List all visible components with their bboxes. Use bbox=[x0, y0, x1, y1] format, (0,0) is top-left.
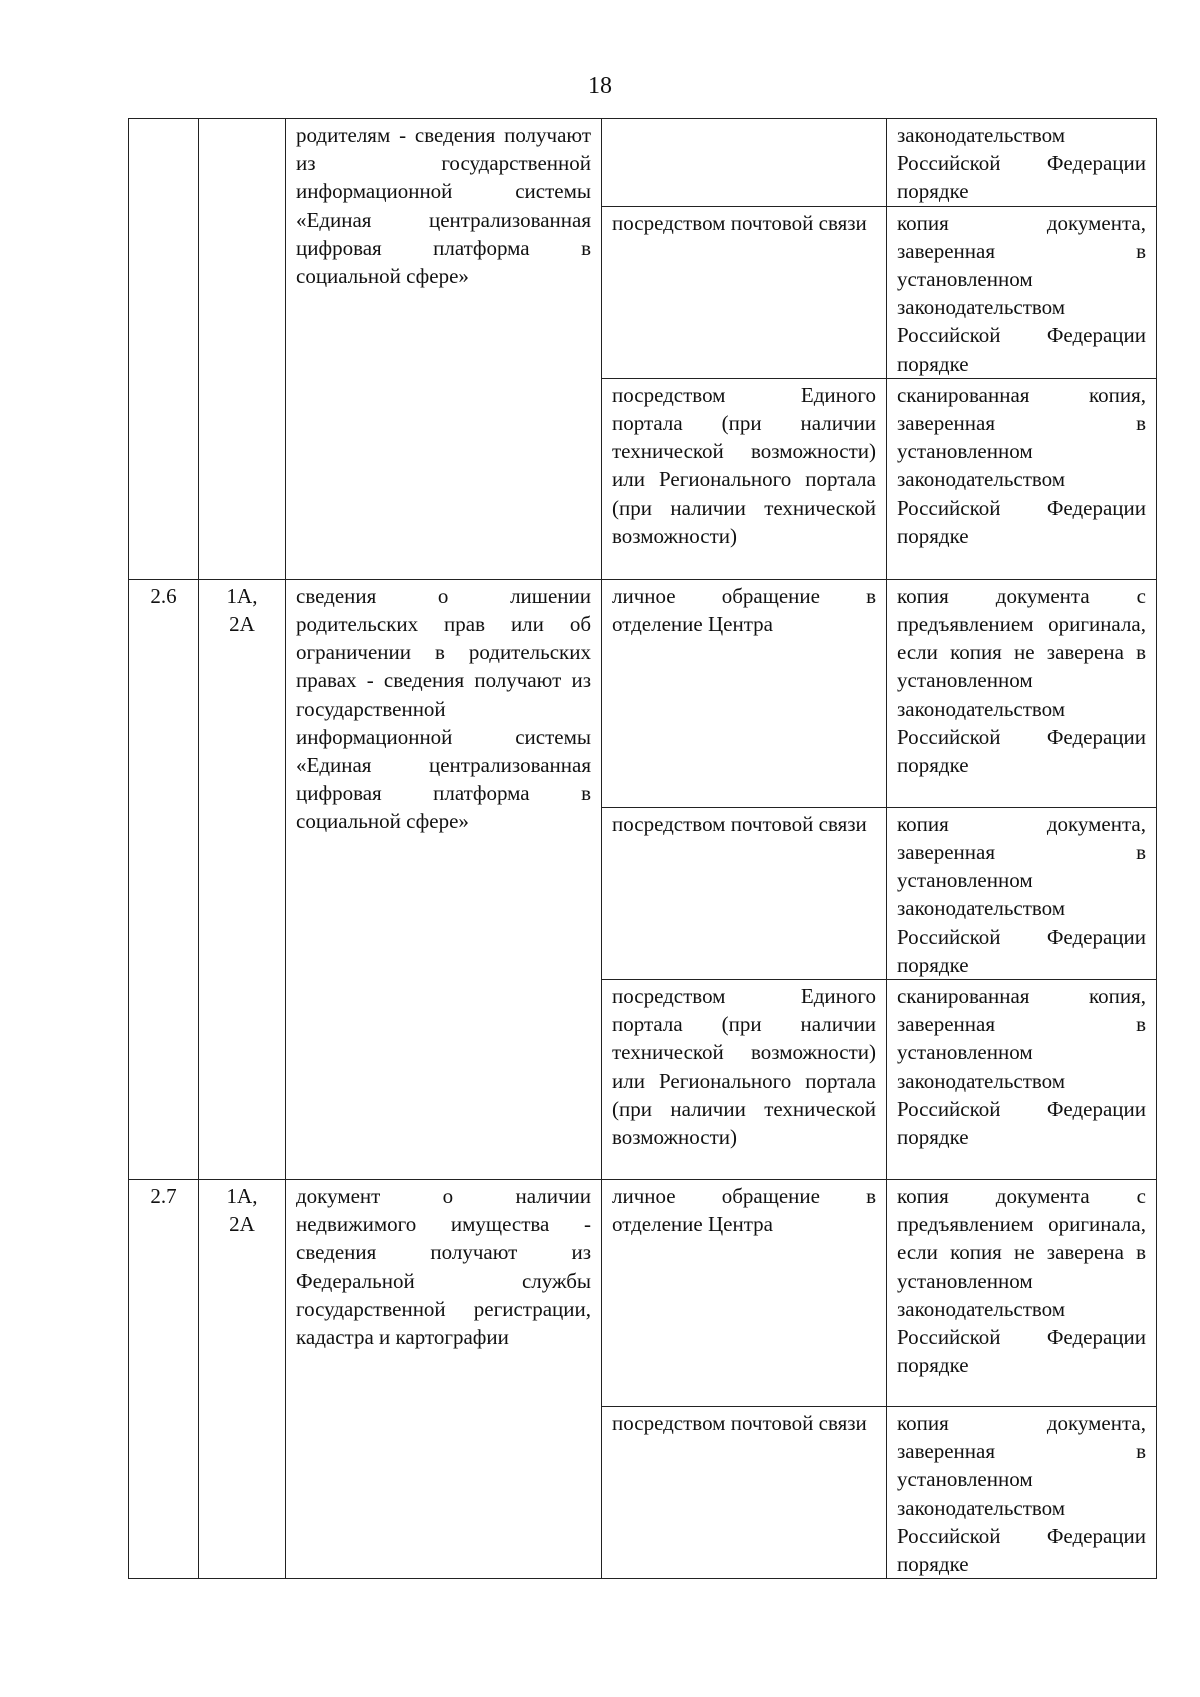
document-form-cell: копия документа с предъявлением оригинала, если копия не заверена в установленном законодательством Российской Федерации порядке bbox=[887, 1180, 1157, 1407]
submission-method-cell bbox=[602, 119, 887, 207]
document-form-cell: сканированная копия, заверенная в установленном законодательством Российской Федерации порядке bbox=[887, 378, 1157, 579]
category-label: 1А, bbox=[226, 583, 258, 608]
document-form-cell: копия документа с предъявлением оригинала, если копия не заверена в установленном законодательством Российской Федерации порядке bbox=[887, 579, 1157, 807]
submission-method-cell: личное обращение в отделение Центра bbox=[602, 579, 887, 807]
document-form-cell: сканированная копия, заверенная в установленном законодательством Российской Федерации порядке bbox=[887, 980, 1157, 1180]
row-number-cell: 2.6 bbox=[129, 579, 199, 1179]
documents-table bbox=[128, 118, 1157, 1579]
row-number-cell: 2.7 bbox=[129, 1180, 199, 1579]
submission-method-cell: посредством почтовой связи bbox=[602, 807, 887, 979]
document-form-cell: законодательством Российской Федерации порядке bbox=[887, 119, 1157, 207]
category-label: 1А, bbox=[226, 1184, 258, 1209]
row-number-cell bbox=[129, 119, 199, 580]
document-form-cell: копия документа, заверенная в установленном законодательством Российской Федерации порядке bbox=[887, 807, 1157, 979]
table-row bbox=[129, 579, 1157, 807]
description-cell: родителям - сведения получают из государственной информационной системы «Единая централизованная цифровая платформа в социальной сфере» bbox=[286, 119, 602, 580]
submission-method-cell: посредством Единого портала (при наличии технической возможности) или Регионального портала (при наличии технической возможности) bbox=[602, 980, 887, 1180]
category-cell bbox=[199, 579, 286, 1179]
submission-method-cell: посредством Единого портала (при наличии технической возможности) или Регионального портала (при наличии технической возможности) bbox=[602, 378, 887, 579]
document-form-cell: копия документа, заверенная в установленном законодательством Российской Федерации порядке bbox=[887, 1407, 1157, 1579]
submission-method-cell: посредством почтовой связи bbox=[602, 1407, 887, 1579]
submission-method-cell: личное обращение в отделение Центра bbox=[602, 1180, 887, 1407]
category-label: 2А bbox=[229, 1212, 255, 1237]
category-cell bbox=[199, 1180, 286, 1579]
description-cell: сведения о лишении родительских прав или об ограничении в родительских правах - сведения получают из государственной информационной системы «Единая централизованная цифровая платформа в социальной сфере» bbox=[286, 579, 602, 1179]
description-cell: документ о наличии недвижимого имущества - сведения получают из Федеральной службы государственной регистрации, кадастра и картографии bbox=[286, 1180, 602, 1579]
table-row bbox=[129, 119, 1157, 207]
category-cell bbox=[199, 119, 286, 580]
submission-method-cell: посредством почтовой связи bbox=[602, 206, 887, 378]
category-label: 2А bbox=[229, 612, 255, 637]
table-row bbox=[129, 1180, 1157, 1407]
page-number: 18 bbox=[588, 73, 612, 99]
document-form-cell: копия документа, заверенная в установленном законодательством Российской Федерации порядке bbox=[887, 206, 1157, 378]
